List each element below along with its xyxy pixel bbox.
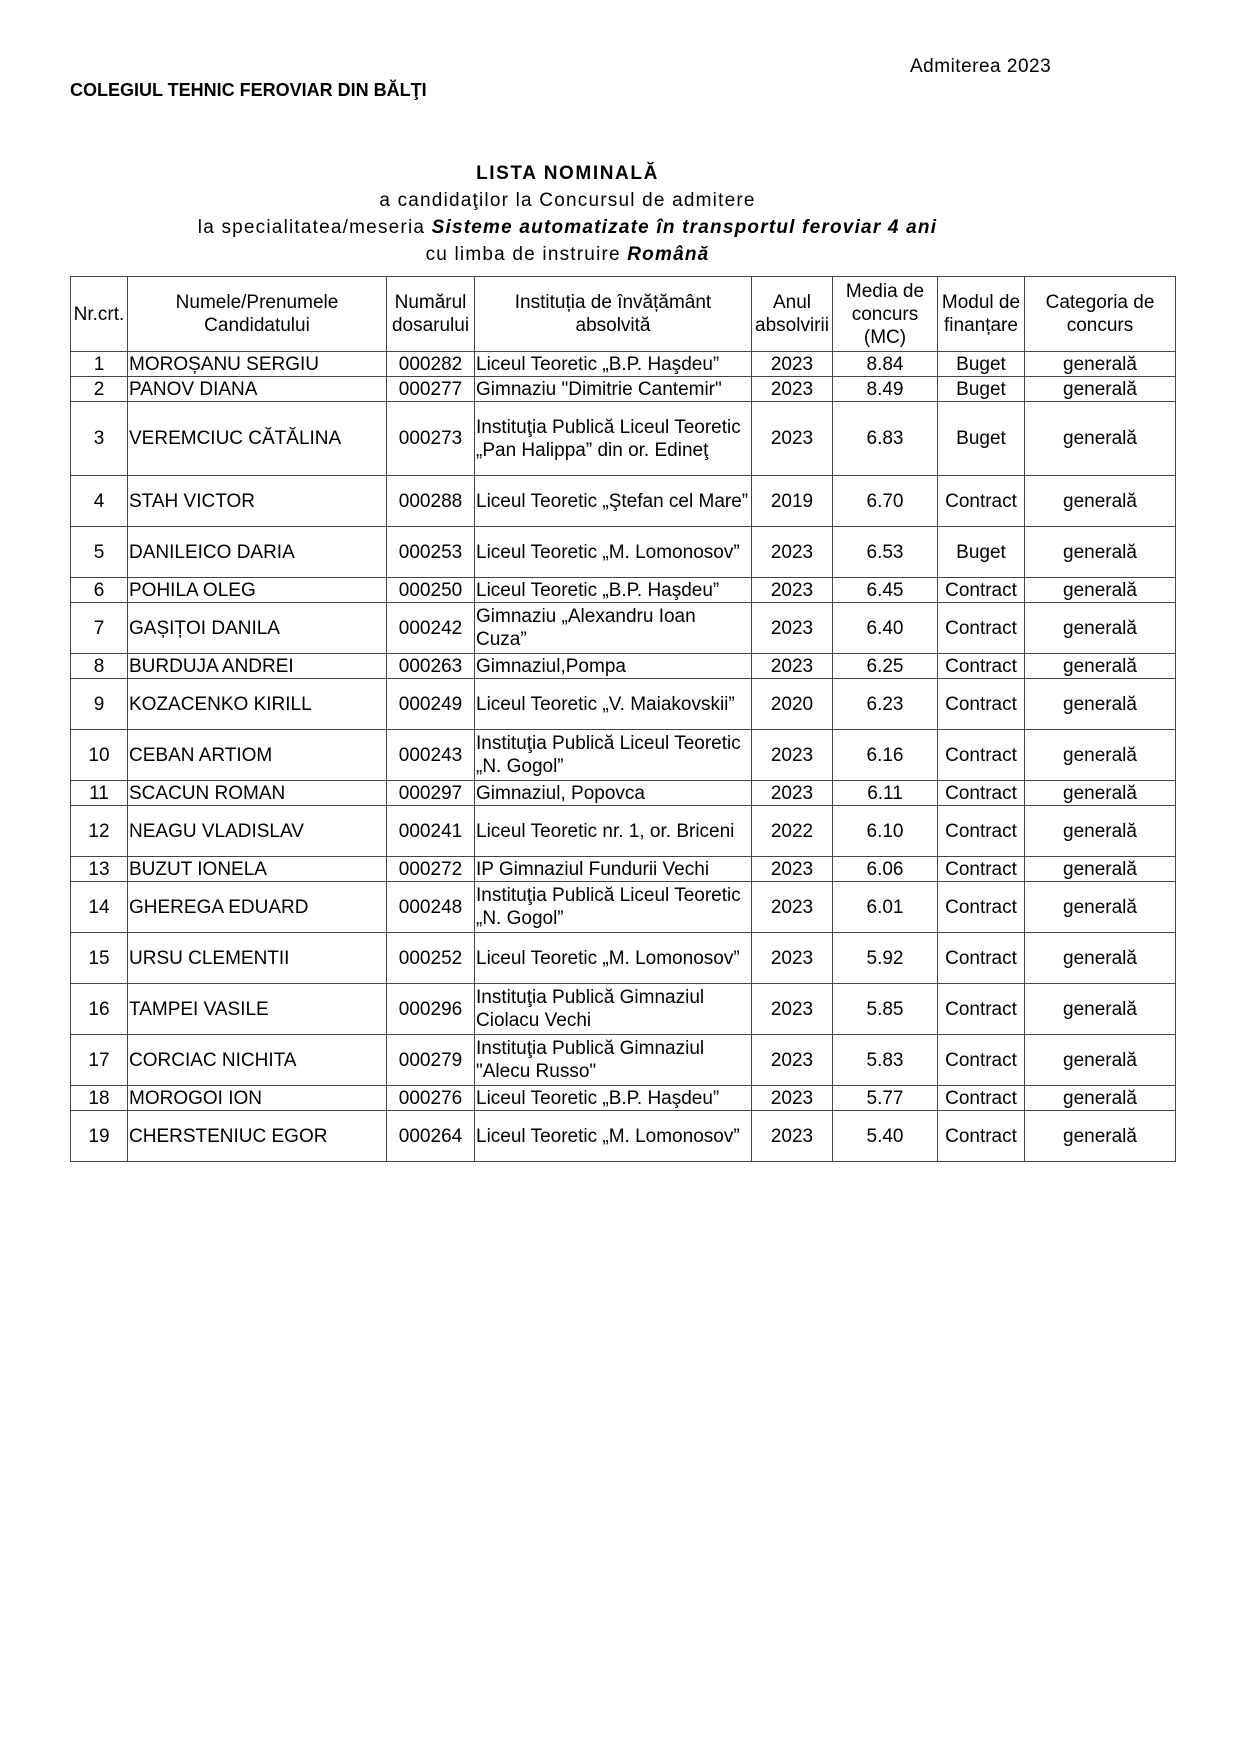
cell-name: DANILEICO DARIA	[128, 527, 387, 578]
cell-institution: Liceul Teoretic nr. 1, or. Briceni	[475, 806, 752, 857]
cell-file-number: 000253	[387, 527, 475, 578]
cell-nr: 16	[71, 984, 128, 1035]
cell-name: CHERSTENIUC EGOR	[128, 1111, 387, 1162]
cell-category: generală	[1025, 679, 1176, 730]
cell-funding: Contract	[938, 781, 1025, 806]
cell-average: 5.77	[833, 1086, 938, 1111]
cell-name: GHEREGA EDUARD	[128, 882, 387, 933]
cell-category: generală	[1025, 1035, 1176, 1086]
cell-institution: Instituţia Publică Gimnaziul "Alecu Russo"	[475, 1035, 752, 1086]
specialty-name: Sisteme automatizate în transportul feroviar 4 ani	[431, 217, 938, 238]
cell-category: generală	[1025, 984, 1176, 1035]
cell-graduation-year: 2023	[752, 1086, 833, 1111]
cell-funding: Contract	[938, 984, 1025, 1035]
table-row	[71, 527, 1176, 578]
cell-graduation-year: 2023	[752, 730, 833, 781]
cell-file-number: 000263	[387, 654, 475, 679]
cell-name: CORCIAC NICHITA	[128, 1035, 387, 1086]
cell-graduation-year: 2023	[752, 402, 833, 476]
cell-file-number: 000279	[387, 1035, 475, 1086]
cell-funding: Contract	[938, 476, 1025, 527]
cell-institution: Gimnaziul, Popovca	[475, 781, 752, 806]
cell-name: MOROȘANU SERGIU	[128, 352, 387, 377]
cell-institution: Liceul Teoretic „V. Maiakovskii”	[475, 679, 752, 730]
language-prefix: cu limba de instruire	[425, 244, 621, 265]
cell-file-number: 000297	[387, 781, 475, 806]
cell-graduation-year: 2023	[752, 781, 833, 806]
cell-nr: 7	[71, 603, 128, 654]
cell-category: generală	[1025, 730, 1176, 781]
cell-institution: Instituţia Publică Gimnaziul Ciolacu Vechi	[475, 984, 752, 1035]
cell-institution: Gimnaziul,Pompa	[475, 654, 752, 679]
cell-institution: Instituţia Publică Liceul Teoretic „N. Gogol”	[475, 730, 752, 781]
cell-funding: Contract	[938, 882, 1025, 933]
cell-name: VEREMCIUC CĂTĂLINA	[128, 402, 387, 476]
table-row	[71, 654, 1176, 679]
cell-nr: 10	[71, 730, 128, 781]
cell-nr: 8	[71, 654, 128, 679]
cell-funding: Contract	[938, 1086, 1025, 1111]
cell-category: generală	[1025, 476, 1176, 527]
table-row	[71, 882, 1176, 933]
cell-nr: 5	[71, 527, 128, 578]
cell-nr: 14	[71, 882, 128, 933]
cell-nr: 17	[71, 1035, 128, 1086]
column-header: Nr.crt.	[71, 277, 128, 352]
heading-line-3	[0, 214, 1135, 241]
cell-category: generală	[1025, 882, 1176, 933]
cell-average: 6.40	[833, 603, 938, 654]
heading-line-2: a candidaţilor la Concursul de admitere	[379, 190, 756, 211]
cell-funding: Contract	[938, 806, 1025, 857]
cell-nr: 11	[71, 781, 128, 806]
cell-graduation-year: 2020	[752, 679, 833, 730]
cell-funding: Buget	[938, 352, 1025, 377]
cell-funding: Contract	[938, 730, 1025, 781]
cell-nr: 13	[71, 857, 128, 882]
table-row	[71, 857, 1176, 882]
cell-file-number: 000249	[387, 679, 475, 730]
cell-name: URSU CLEMENTII	[128, 933, 387, 984]
cell-institution: Liceul Teoretic „Ştefan cel Mare”	[475, 476, 752, 527]
cell-name: GAȘIȚOI DANILA	[128, 603, 387, 654]
cell-graduation-year: 2023	[752, 654, 833, 679]
document-heading	[0, 160, 1135, 268]
table-row	[71, 352, 1176, 377]
cell-institution: Gimnaziu „Alexandru Ioan Cuza”	[475, 603, 752, 654]
cell-average: 8.84	[833, 352, 938, 377]
cell-graduation-year: 2023	[752, 1111, 833, 1162]
cell-nr: 9	[71, 679, 128, 730]
table-row	[71, 476, 1176, 527]
cell-average: 6.16	[833, 730, 938, 781]
table-row	[71, 578, 1176, 603]
cell-name: STAH VICTOR	[128, 476, 387, 527]
table-row	[71, 402, 1176, 476]
cell-average: 6.45	[833, 578, 938, 603]
cell-graduation-year: 2023	[752, 578, 833, 603]
cell-funding: Contract	[938, 857, 1025, 882]
cell-funding: Buget	[938, 402, 1025, 476]
cell-average: 5.85	[833, 984, 938, 1035]
cell-graduation-year: 2019	[752, 476, 833, 527]
column-header: Modul de finanțare	[938, 277, 1025, 352]
cell-name: CEBAN ARTIOM	[128, 730, 387, 781]
cell-name: BUZUT IONELA	[128, 857, 387, 882]
table-row	[71, 603, 1176, 654]
column-header: Instituția de învățământ absolvită	[475, 277, 752, 352]
table-row	[71, 1086, 1176, 1111]
heading-line-4	[0, 241, 1135, 268]
cell-graduation-year: 2023	[752, 857, 833, 882]
cell-nr: 2	[71, 377, 128, 402]
cell-category: generală	[1025, 352, 1176, 377]
cell-average: 6.83	[833, 402, 938, 476]
cell-category: generală	[1025, 377, 1176, 402]
cell-nr: 19	[71, 1111, 128, 1162]
cell-institution: Liceul Teoretic „B.P. Haşdeu”	[475, 578, 752, 603]
column-header: Numele/Prenumele Candidatului	[128, 277, 387, 352]
cell-graduation-year: 2023	[752, 1035, 833, 1086]
cell-category: generală	[1025, 781, 1176, 806]
cell-name: PANOV DIANA	[128, 377, 387, 402]
cell-funding: Buget	[938, 527, 1025, 578]
cell-funding: Contract	[938, 578, 1025, 603]
cell-funding: Contract	[938, 933, 1025, 984]
cell-file-number: 000242	[387, 603, 475, 654]
cell-file-number: 000252	[387, 933, 475, 984]
table-row	[71, 377, 1176, 402]
table-row	[71, 933, 1176, 984]
document-title: LISTA NOMINALĂ	[476, 163, 659, 184]
column-header: Categoria de concurs	[1025, 277, 1176, 352]
cell-graduation-year: 2022	[752, 806, 833, 857]
cell-file-number: 000288	[387, 476, 475, 527]
cell-funding: Contract	[938, 603, 1025, 654]
column-header: Anul absolvirii	[752, 277, 833, 352]
cell-average: 6.25	[833, 654, 938, 679]
cell-graduation-year: 2023	[752, 984, 833, 1035]
cell-category: generală	[1025, 578, 1176, 603]
cell-institution: Gimnaziu "Dimitrie Cantemir"	[475, 377, 752, 402]
cell-nr: 3	[71, 402, 128, 476]
cell-category: generală	[1025, 654, 1176, 679]
cell-name: TAMPEI VASILE	[128, 984, 387, 1035]
cell-average: 5.92	[833, 933, 938, 984]
cell-category: generală	[1025, 1086, 1176, 1111]
cell-institution: IP Gimnaziul Fundurii Vechi	[475, 857, 752, 882]
cell-nr: 6	[71, 578, 128, 603]
table-row	[71, 730, 1176, 781]
cell-graduation-year: 2023	[752, 377, 833, 402]
cell-file-number: 000273	[387, 402, 475, 476]
table-row	[71, 1035, 1176, 1086]
cell-category: generală	[1025, 603, 1176, 654]
table-row	[71, 1111, 1176, 1162]
cell-file-number: 000248	[387, 882, 475, 933]
cell-file-number: 000241	[387, 806, 475, 857]
cell-graduation-year: 2023	[752, 352, 833, 377]
cell-average: 5.83	[833, 1035, 938, 1086]
cell-graduation-year: 2023	[752, 933, 833, 984]
cell-category: generală	[1025, 1111, 1176, 1162]
table-row	[71, 984, 1176, 1035]
cell-funding: Contract	[938, 1111, 1025, 1162]
cell-nr: 12	[71, 806, 128, 857]
candidates-table	[70, 276, 1176, 1162]
cell-file-number: 000264	[387, 1111, 475, 1162]
table-header-row	[71, 277, 1176, 352]
cell-funding: Buget	[938, 377, 1025, 402]
cell-institution: Liceul Teoretic „M. Lomonosov”	[475, 527, 752, 578]
cell-institution: Liceul Teoretic „B.P. Haşdeu”	[475, 352, 752, 377]
cell-graduation-year: 2023	[752, 882, 833, 933]
cell-graduation-year: 2023	[752, 603, 833, 654]
cell-average: 8.49	[833, 377, 938, 402]
cell-file-number: 000243	[387, 730, 475, 781]
cell-file-number: 000296	[387, 984, 475, 1035]
column-header: Numărul dosarului	[387, 277, 475, 352]
cell-file-number: 000277	[387, 377, 475, 402]
cell-category: generală	[1025, 857, 1176, 882]
cell-graduation-year: 2023	[752, 527, 833, 578]
cell-funding: Contract	[938, 654, 1025, 679]
college-name: COLEGIUL TEHNIC FEROVIAR DIN BĂLŢI	[70, 80, 427, 100]
cell-average: 6.10	[833, 806, 938, 857]
cell-average: 6.53	[833, 527, 938, 578]
cell-average: 6.70	[833, 476, 938, 527]
cell-institution: Liceul Teoretic „M. Lomonosov”	[475, 1111, 752, 1162]
cell-name: POHILA OLEG	[128, 578, 387, 603]
cell-average: 6.11	[833, 781, 938, 806]
cell-average: 5.40	[833, 1111, 938, 1162]
cell-nr: 18	[71, 1086, 128, 1111]
cell-nr: 1	[71, 352, 128, 377]
cell-name: KOZACENKO KIRILL	[128, 679, 387, 730]
cell-category: generală	[1025, 527, 1176, 578]
cell-institution: Instituţia Publică Liceul Teoretic „Pan Halippa” din or. Edineţ	[475, 402, 752, 476]
cell-file-number: 000272	[387, 857, 475, 882]
cell-name: MOROGOI ION	[128, 1086, 387, 1111]
specialty-prefix: la specialitatea/meseria	[197, 217, 426, 238]
cell-category: generală	[1025, 933, 1176, 984]
cell-name: NEAGU VLADISLAV	[128, 806, 387, 857]
cell-file-number: 000250	[387, 578, 475, 603]
cell-institution: Liceul Teoretic „B.P. Haşdeu”	[475, 1086, 752, 1111]
cell-institution: Liceul Teoretic „M. Lomonosov”	[475, 933, 752, 984]
cell-institution: Instituţia Publică Liceul Teoretic „N. Gogol”	[475, 882, 752, 933]
cell-file-number: 000276	[387, 1086, 475, 1111]
cell-funding: Contract	[938, 1035, 1025, 1086]
table-body	[71, 352, 1176, 1162]
column-header: Media de concurs (MC)	[833, 277, 938, 352]
admission-year: Admiterea 2023	[910, 56, 1052, 77]
instruction-language: Română	[627, 244, 710, 265]
cell-average: 6.06	[833, 857, 938, 882]
cell-nr: 4	[71, 476, 128, 527]
cell-funding: Contract	[938, 679, 1025, 730]
cell-average: 6.23	[833, 679, 938, 730]
cell-nr: 15	[71, 933, 128, 984]
cell-file-number: 000282	[387, 352, 475, 377]
table-row	[71, 781, 1176, 806]
cell-average: 6.01	[833, 882, 938, 933]
table-row	[71, 806, 1176, 857]
table-row	[71, 679, 1176, 730]
cell-category: generală	[1025, 402, 1176, 476]
cell-name: BURDUJA ANDREI	[128, 654, 387, 679]
cell-name: SCACUN ROMAN	[128, 781, 387, 806]
cell-category: generală	[1025, 806, 1176, 857]
